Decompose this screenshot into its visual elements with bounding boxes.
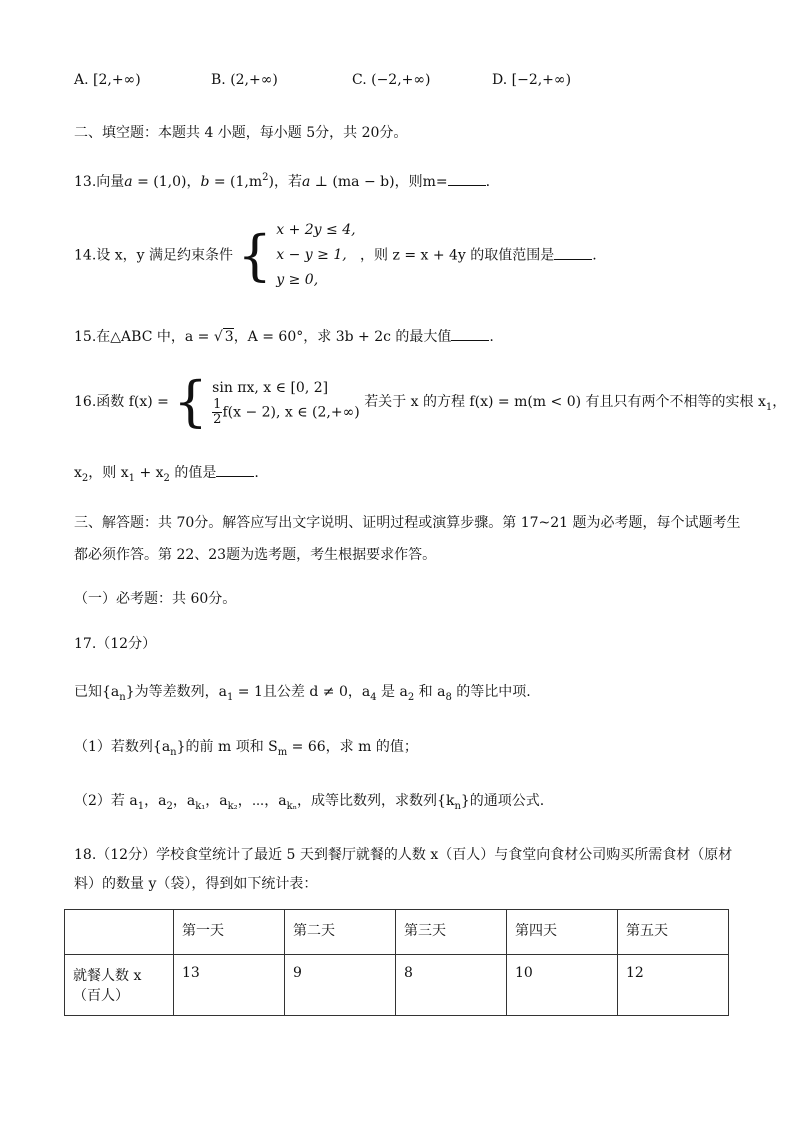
- table-header-cell: 第二天: [285, 910, 396, 955]
- q13-end: .: [485, 174, 491, 190]
- table-header-row: [65, 910, 729, 955]
- answer-blank: [451, 328, 489, 341]
- q17-stem-sub: n: [119, 692, 126, 703]
- q17-stem-2: }为等差数列，a: [125, 684, 227, 700]
- section-heading-solutions-cont: 都必须作答。第 22、23题为选考题，考生根据要求作答。: [74, 547, 437, 563]
- table-header-cell: 第三天: [396, 910, 507, 955]
- section-heading-fill-in: 二、填空题：本题共 4 小题，每小题 5分，共 20分。: [74, 125, 408, 141]
- q17-p2-b: ，a: [144, 793, 167, 809]
- option-a: A. [2,+∞): [74, 72, 141, 88]
- q17-p2-f: ，成等比数列，求数列{k: [297, 793, 455, 809]
- q13-number: 13.: [74, 174, 97, 190]
- q17-p1-sub2: m: [277, 747, 288, 758]
- table-row-label: 就餐人数 x（百人）: [65, 955, 174, 1016]
- question-18-line-1: 18.（12分）学校食堂统计了最近 5 天到餐厅就餐的人数 x（百人）与食堂向食材公司购买所需食材（原材: [74, 847, 733, 863]
- frac-den: 2: [213, 411, 222, 427]
- question-16: [74, 370, 787, 433]
- question-16-cont: [74, 462, 259, 484]
- question-15: [74, 326, 494, 346]
- q17-stem-sub2: 1: [226, 692, 234, 703]
- q13-eq2: = (1,m: [209, 174, 263, 190]
- q17-stem-sub5: 8: [445, 692, 452, 703]
- option-d: D. [−2,+∞): [492, 72, 572, 88]
- q17-stem-5: 和 a: [414, 684, 446, 700]
- q16-line2-sub2: 1: [128, 473, 136, 484]
- q15-end: .: [489, 329, 494, 345]
- constraint-3: y ≥ 0,: [276, 272, 319, 288]
- statistics-table: [64, 909, 729, 1016]
- q13-eq1: = (1,0)，: [132, 174, 201, 190]
- q13-condition: ⊥ (ma − b)，则m=: [310, 174, 448, 190]
- q15-prefix: 15.在△ABC 中，a =: [74, 329, 214, 345]
- q13-text: 向量: [96, 174, 125, 190]
- q17-p1-b: }的前 m 项和 S: [176, 739, 278, 755]
- q13-eq2-end: )，若: [268, 174, 302, 190]
- question-18-line-2: 料）的数量 y（袋），得到如下统计表：: [74, 876, 318, 892]
- q17-p2-s6: n: [454, 801, 461, 812]
- table-header-cell: [65, 910, 174, 955]
- piecewise-function: [212, 378, 360, 427]
- q17-stem-1: 已知{a: [74, 684, 120, 700]
- question-14: [74, 218, 597, 293]
- q17-stem-6: 的等比中项.: [451, 684, 531, 700]
- answer-blank: [448, 173, 486, 186]
- q17-p2-s3: k₁: [195, 801, 206, 812]
- q13-vector-b: b: [200, 174, 210, 190]
- q16-prefix: 16.函数 f(x) =: [74, 394, 169, 410]
- section-heading-solutions: 三、解答题：共 70分。解答应写出文字说明、证明过程或演算步骤。第 17~21 题为必考题，每个试题考生: [74, 515, 741, 531]
- brace-symbol: {: [237, 223, 272, 287]
- q14-end: .: [592, 247, 597, 264]
- q17-p2-a: （2）若 a: [74, 793, 138, 809]
- subsection-required: （一）必考题：共 60分。: [74, 591, 237, 607]
- q17-p1-c: = 66，求 m 的值；: [287, 739, 418, 755]
- brace-symbol: {: [173, 370, 208, 433]
- q14-suffix: ，则 z = x + 4y 的取值范围是: [360, 247, 555, 264]
- q16-suffix-sub: 1: [765, 402, 773, 413]
- q14-prefix: 14.设 x，y 满足约束条件: [74, 247, 233, 264]
- q17-p2-g: }的通项公式.: [460, 793, 545, 809]
- q13-vector-a: a: [124, 174, 133, 190]
- q17-stem-3: = 1且公差 d ≠ 0，a: [233, 684, 371, 700]
- frac-num: 1: [213, 396, 222, 412]
- q13-vector-a-2: a: [302, 174, 311, 190]
- table-header-cell: 第四天: [507, 910, 618, 955]
- q17-p2-c: ，a: [172, 793, 196, 809]
- q16-line2-sub3: 2: [163, 473, 170, 484]
- question-17-part-2: [74, 790, 544, 812]
- constraint-2: x − y ≥ 1,: [276, 247, 347, 263]
- option-c: C. (−2,+∞): [352, 72, 431, 88]
- table-header-cell: 第一天: [174, 910, 285, 955]
- table-cell: 8: [396, 955, 507, 1016]
- sqrt-symbol: √: [213, 329, 223, 345]
- q17-p1-sub: n: [170, 747, 177, 758]
- table-header-cell: 第五天: [618, 910, 729, 955]
- q17-p2-s2: 2: [166, 801, 173, 812]
- q17-stem-sub4: 2: [407, 692, 415, 703]
- q17-p2-e: ，⋯，a: [237, 793, 287, 809]
- q17-p1-a: （1）若数列{a: [74, 739, 171, 755]
- q13-eq2-sup: 2: [262, 172, 269, 183]
- table-cell: 9: [285, 955, 396, 1016]
- q15-mid: ，A = 60°，求 3b + 2c 的最大值: [233, 329, 452, 345]
- q16-line2-d: 的值是: [169, 465, 217, 481]
- piece-1: sin πx, x ∈ [0, 2]: [212, 379, 329, 396]
- table-cell: 13: [174, 955, 285, 1016]
- q15-root: 3: [224, 329, 234, 345]
- question-17-header: 17.（12分）: [74, 636, 157, 652]
- constraint-1: x + 2y ≤ 4,: [276, 222, 356, 238]
- answer-blank: [554, 247, 592, 260]
- option-b: B. (2,+∞): [211, 72, 278, 88]
- constraint-system: [276, 218, 355, 293]
- table-row: [65, 955, 729, 1016]
- fraction-half: [212, 398, 222, 427]
- q16-x2: x: [74, 465, 82, 481]
- table-cell: 10: [507, 955, 618, 1016]
- q17-stem-sub3: 4: [370, 692, 377, 703]
- q17-p2-d: ，a: [205, 793, 228, 809]
- answer-blank: [216, 464, 254, 477]
- q17-p2-s4: k₂: [227, 801, 238, 812]
- question-17-stem: [74, 681, 531, 703]
- piece-2: f(x − 2), x ∈ (2,+∞): [222, 404, 360, 420]
- q16-suffix-end: ，: [772, 394, 787, 410]
- q16-x2-sub: 2: [81, 473, 89, 484]
- question-17-part-1: [74, 736, 418, 758]
- q16-end: .: [254, 465, 259, 481]
- q17-p2-s5: kₙ: [286, 801, 298, 812]
- q16-line2-b: ，则 x: [88, 465, 129, 481]
- q16-suffix: 若关于 x 的方程 f(x) = m(m < 0) 有且只有两个不相等的实根 x: [364, 394, 766, 410]
- q16-line2-c: + x: [135, 465, 164, 481]
- q17-stem-4: 是 a: [376, 684, 408, 700]
- q17-p2-s1: 1: [137, 801, 145, 812]
- table-cell: 12: [618, 955, 729, 1016]
- question-13: [74, 171, 490, 191]
